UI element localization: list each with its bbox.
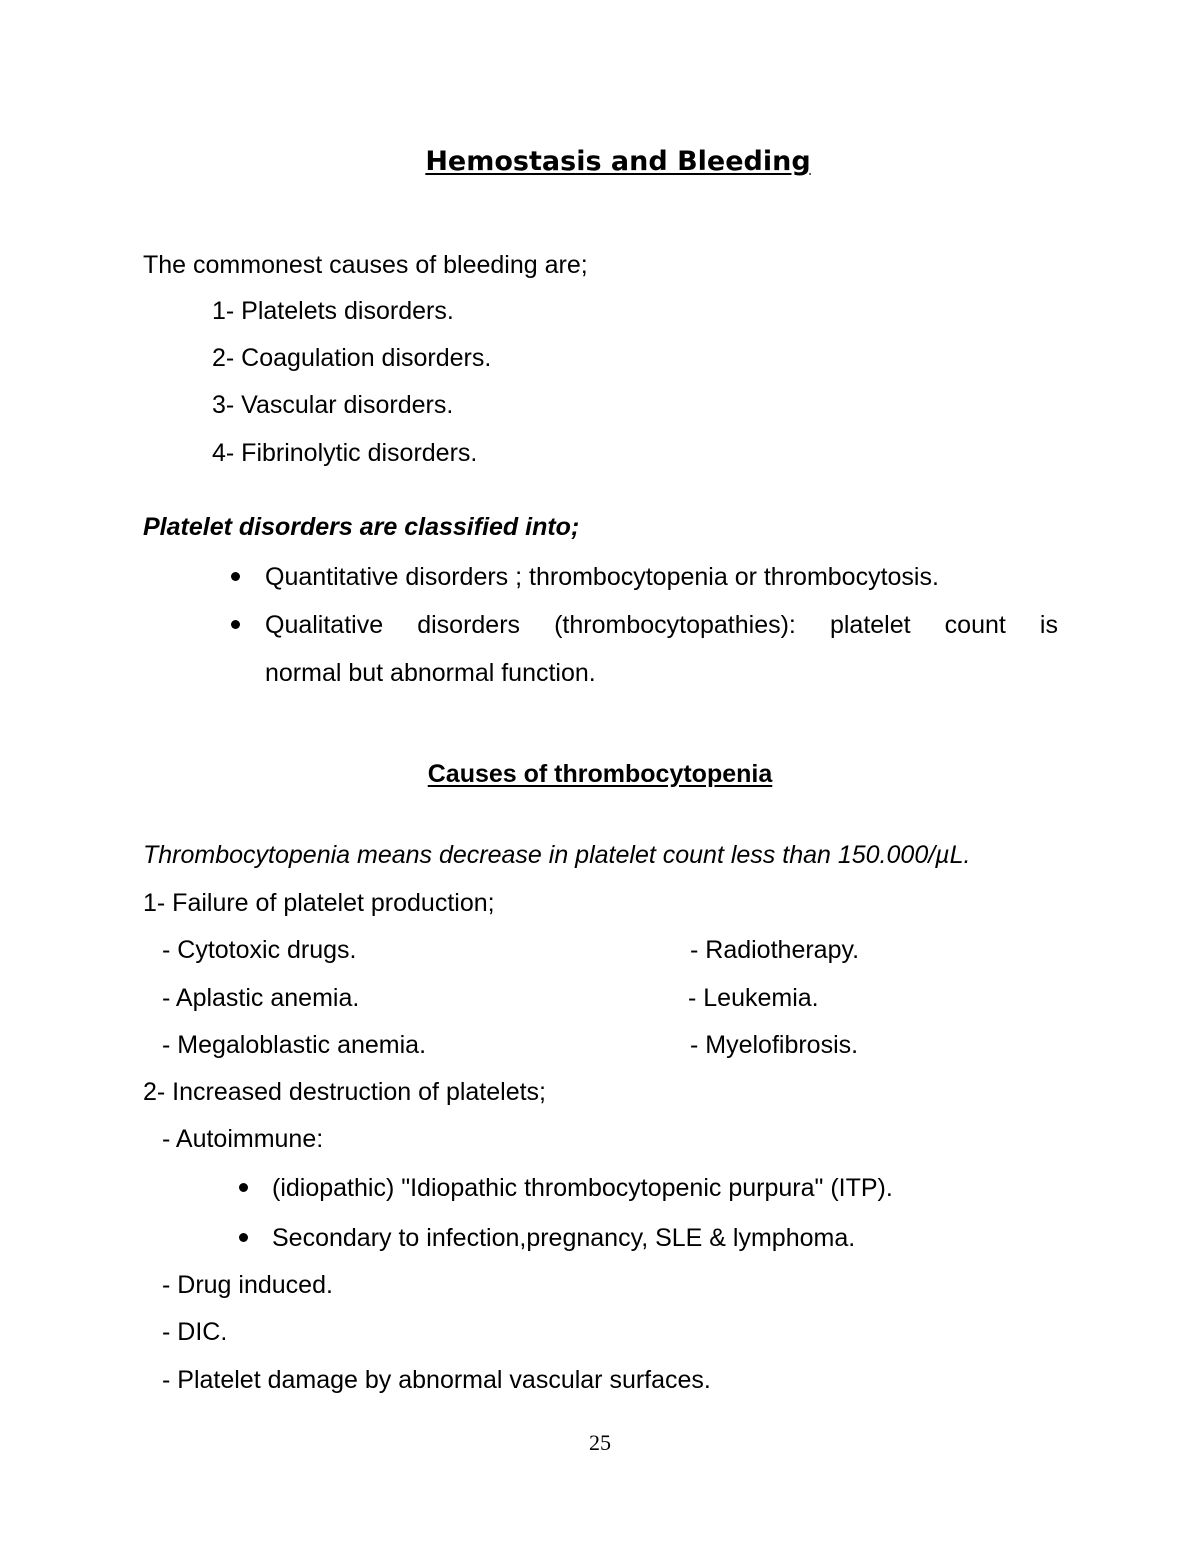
autoimmune-item: Secondary to infection,pregnancy, SLE & lymphoma. — [272, 1224, 856, 1252]
autoimmune-label: - Autoimmune: — [162, 1125, 324, 1153]
production-cause-right: - Myelofibrosis. — [690, 1031, 859, 1059]
bullet-icon — [239, 1233, 248, 1242]
bullet-icon — [231, 620, 240, 629]
cause-item: 3- Vascular disorders. — [212, 391, 454, 419]
definition-text: Thrombocytopenia means decrease in platelet count less than 150.000/µL. — [143, 841, 971, 869]
cause-item: 4- Fibrinolytic disorders. — [212, 439, 478, 467]
qualitative-word: (thrombocytopathies): — [554, 611, 796, 639]
production-cause-right: - Leukemia. — [688, 984, 819, 1012]
production-cause-left: - Cytotoxic drugs. — [162, 936, 357, 964]
destruction-heading: 2- Increased destruction of platelets; — [143, 1078, 547, 1106]
page-title: Hemostasis and Bleeding — [425, 146, 811, 177]
cause-item: 1- Platelets disorders. — [212, 297, 454, 325]
quantitative-item: Quantitative disorders ; thrombocytopenia or thrombocytosis. — [265, 563, 939, 591]
destruction-cause: - DIC. — [162, 1318, 228, 1346]
cause-item: 2- Coagulation disorders. — [212, 344, 492, 372]
autoimmune-item: (idiopathic) "Idiopathic thrombocytopenic purpura" (ITP). — [272, 1174, 893, 1202]
destruction-cause: - Drug induced. — [162, 1271, 333, 1299]
qualitative-word: disorders — [417, 611, 521, 639]
production-heading: 1- Failure of platelet production; — [143, 889, 495, 917]
destruction-cause: - Platelet damage by abnormal vascular surfaces. — [162, 1366, 711, 1394]
production-cause-left: - Megaloblastic anemia. — [162, 1031, 427, 1059]
section-title: Causes of thrombocytopenia — [427, 760, 773, 788]
bullet-icon — [231, 572, 240, 581]
qualitative-continuation: normal but abnormal function. — [265, 659, 596, 687]
qualitative-word: count — [944, 611, 1006, 639]
intro-text: The commonest causes of bleeding are; — [143, 251, 588, 279]
page-number: 25 — [589, 1430, 611, 1455]
bullet-icon — [239, 1183, 248, 1192]
qualitative-item — [265, 610, 1058, 640]
qualitative-word: Qualitative — [265, 611, 384, 639]
classification-heading: Platelet disorders are classified into; — [143, 513, 580, 541]
qualitative-word: is — [1039, 611, 1058, 639]
qualitative-word: platelet — [829, 611, 911, 639]
production-cause-left: - Aplastic anemia. — [162, 984, 360, 1012]
production-cause-right: - Radiotherapy. — [690, 936, 860, 964]
